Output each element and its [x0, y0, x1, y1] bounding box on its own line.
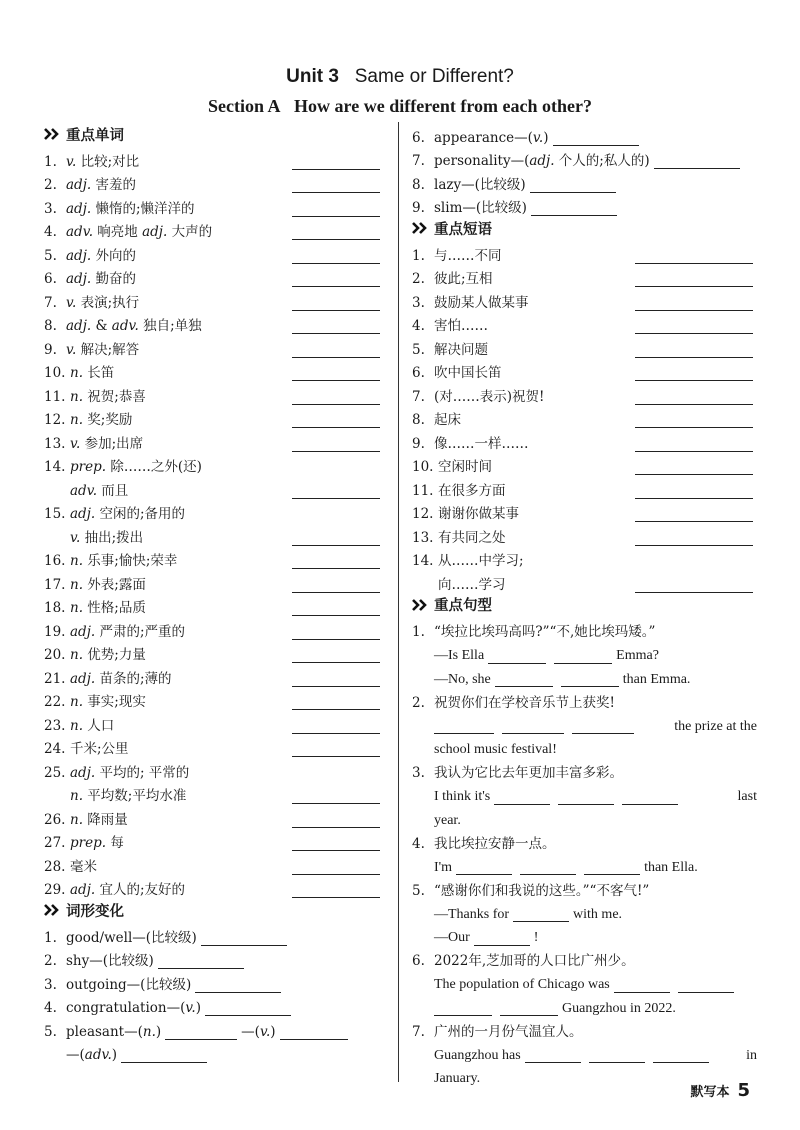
sentence-line: —No, she than Emma.: [434, 671, 691, 687]
item-number: 3.: [412, 294, 425, 311]
vocab-item: [44, 687, 384, 711]
item-text: n. 人口: [70, 717, 115, 734]
answer-blank[interactable]: [622, 790, 678, 805]
sentence-line: The population of Chicago was: [412, 969, 757, 993]
item-number: 10.: [44, 365, 66, 382]
item-text: adj. 外向的: [66, 247, 136, 264]
list-item: 4. congratulation—(v.): [44, 993, 384, 1017]
item-text: adj. 害羞的: [66, 177, 136, 194]
phrase-item: [412, 428, 757, 452]
vocab-item: [44, 546, 384, 570]
vocab-item: [44, 851, 384, 875]
section-name: How are we different from each other?: [294, 96, 592, 116]
answer-blank[interactable]: [201, 931, 287, 946]
item-number: 3.: [44, 200, 57, 217]
sentence-prompt: 5. “感谢你们和我说的这些。”“不客气!”: [412, 882, 650, 899]
answer-blank[interactable]: [292, 719, 380, 734]
column-divider: [398, 122, 399, 1082]
item-text: v. 解决;解答: [66, 341, 140, 358]
answer-blank[interactable]: [292, 883, 380, 898]
item-number: 27.: [44, 835, 66, 852]
double-chevron-icon: [412, 599, 434, 611]
item-text: v. 参加;出席: [70, 435, 144, 452]
sentence-line: Guangzhou in 2022.: [412, 993, 757, 1017]
answer-blank[interactable]: [292, 836, 380, 851]
answer-blank[interactable]: [195, 978, 281, 993]
answer-blank[interactable]: [678, 978, 734, 993]
list-item: 2. shy—(比较级): [44, 946, 384, 970]
item-number: 26.: [44, 811, 66, 828]
vocab-item: [44, 240, 384, 264]
item-text: 空闲时间: [438, 459, 492, 476]
vocab-item: [44, 663, 384, 687]
phrase-item: [412, 287, 757, 311]
answer-blank[interactable]: [635, 484, 753, 499]
item-text: n. 平均数;平均水准: [70, 788, 187, 805]
unit-label: Unit 3: [286, 66, 339, 87]
phrase-item: [412, 311, 757, 335]
item-text: 像……一样……: [434, 435, 529, 452]
item-text: adj. 懒惰的;懒洋洋的: [66, 200, 195, 217]
item-number: 12.: [412, 506, 434, 523]
sentence-line: year.: [434, 812, 461, 828]
answer-blank[interactable]: [488, 649, 546, 664]
item-number: 19.: [44, 623, 66, 640]
answer-blank[interactable]: [513, 907, 569, 922]
vocab-item-cont: [44, 522, 384, 546]
answer-blank[interactable]: [494, 790, 550, 805]
answer-blank[interactable]: [292, 672, 380, 687]
item-text: 在很多方面: [438, 482, 506, 499]
double-chevron-icon: [44, 904, 66, 916]
vocab-item: [44, 381, 384, 405]
answer-blank[interactable]: [635, 272, 753, 287]
answer-blank[interactable]: [635, 437, 753, 452]
item-number: 6.: [412, 365, 425, 382]
answer-blank[interactable]: [635, 366, 753, 381]
list-item: 9. slim—(比较级): [412, 193, 757, 217]
unit-name: Same or Different?: [354, 66, 514, 87]
vocab-item: [44, 499, 384, 523]
item-number: 21.: [44, 670, 66, 687]
answer-blank[interactable]: [495, 672, 553, 687]
answer-blank[interactable]: [292, 366, 380, 381]
answer-blank[interactable]: [205, 1001, 291, 1016]
phrase-item: [412, 334, 757, 358]
sentence-line: —Our !: [434, 930, 539, 946]
item-number: 17.: [44, 576, 66, 593]
sentence-prompt: 1. “埃拉比埃玛高吗?”“不,她比埃玛矮。”: [412, 624, 656, 641]
item-number: 9.: [44, 341, 57, 358]
vocab-item: [44, 569, 384, 593]
item-text: adj. 勤奋的: [66, 271, 136, 288]
sentence-prompt: 6. 2022年,芝加哥的人口比广州少。: [412, 953, 635, 970]
phrase-item: [412, 381, 757, 405]
answer-blank[interactable]: [554, 649, 612, 664]
answer-blank[interactable]: [292, 343, 380, 358]
answer-blank[interactable]: [558, 790, 614, 805]
answer-blank[interactable]: [292, 813, 380, 828]
item-number: 2.: [44, 177, 57, 194]
sentence-line: the prize at the: [412, 711, 757, 735]
vocab-item-cont: [44, 475, 384, 499]
item-number: 23.: [44, 717, 66, 734]
vocab-item: [44, 217, 384, 241]
item-number: 25.: [44, 764, 66, 781]
item-number: 11.: [44, 388, 66, 405]
list-item: 3. outgoing—(比较级): [44, 969, 384, 993]
answer-blank[interactable]: [635, 390, 753, 405]
answer-blank[interactable]: [292, 178, 380, 193]
item-number: 4.: [412, 318, 425, 335]
answer-blank[interactable]: [530, 178, 616, 193]
item-number: 16.: [44, 553, 66, 570]
phrase-list: [412, 240, 757, 593]
item-number: 13.: [412, 529, 434, 546]
sentence-line: —Is Ella Emma?: [434, 648, 659, 664]
item-number: 7.: [44, 294, 57, 311]
answer-blank[interactable]: [292, 601, 380, 616]
answer-blank[interactable]: [635, 296, 753, 311]
item-number: 10.: [412, 459, 434, 476]
answer-blank[interactable]: [654, 154, 740, 169]
item-number: 8.: [412, 412, 425, 429]
item-text: 从……中学习;: [438, 553, 524, 570]
footer-label: 默写本: [690, 1085, 730, 1100]
item-text: adv. 而且: [70, 482, 129, 499]
item-text: n. 祝贺;恭喜: [70, 388, 146, 405]
item-number: 2.: [412, 271, 425, 288]
vocab-item: [44, 334, 384, 358]
item-text: adj. 平均的; 平常的: [70, 764, 190, 781]
answer-blank[interactable]: [502, 719, 564, 734]
vocab-item: [44, 311, 384, 335]
vocab-item: [44, 616, 384, 640]
list-item: 1. good/well—(比较级): [44, 922, 384, 946]
answer-blank[interactable]: [292, 648, 380, 663]
item-text: n. 优势;力量: [70, 647, 146, 664]
vocab-heading: 重点单词: [44, 122, 384, 146]
vocab-item: [44, 875, 384, 899]
sentences-heading: 重点句型: [412, 593, 757, 617]
item-number: 11.: [412, 482, 434, 499]
answer-blank[interactable]: [165, 1025, 237, 1040]
item-text: 与……不同: [434, 247, 502, 264]
answer-blank[interactable]: [584, 860, 640, 875]
item-text: 毫米: [70, 858, 97, 875]
answer-blank[interactable]: [525, 1048, 581, 1063]
sentence-line: I'm than Ella.: [434, 859, 698, 875]
answer-blank[interactable]: [292, 225, 380, 240]
item-text: adj. 苗条的;薄的: [70, 670, 172, 687]
item-text: 彼此;互相: [434, 271, 493, 288]
phrase-item-cont: [412, 569, 757, 593]
page-footer: [690, 1080, 750, 1101]
item-text: v. 抽出;拨出: [70, 529, 144, 546]
vocab-item: [44, 640, 384, 664]
answer-blank[interactable]: [292, 554, 380, 569]
list-item: —(adv.): [44, 1040, 384, 1064]
item-text: n. 事实;现实: [70, 694, 146, 711]
item-number: 14.: [412, 553, 434, 570]
list-item: 6. appearance—(v.): [412, 122, 757, 146]
answer-blank[interactable]: [456, 860, 512, 875]
phrase-item: [412, 546, 757, 570]
sentence-prompt: 2. 祝贺你们在学校音乐节上获奖!: [412, 694, 615, 711]
answer-blank[interactable]: [653, 1048, 709, 1063]
vocab-item: [44, 828, 384, 852]
answer-blank[interactable]: [635, 319, 753, 334]
item-number: 15.: [44, 506, 66, 523]
item-number: 5.: [412, 341, 425, 358]
vocab-list: [44, 146, 384, 898]
item-text: adv. 响亮地 adj. 大声的: [66, 224, 213, 241]
answer-blank[interactable]: [531, 201, 617, 216]
phrase-item: [412, 452, 757, 476]
item-text: adj. 严肃的;严重的: [70, 623, 186, 640]
forms-heading: 词形变化: [44, 898, 384, 922]
item-text: adj. 空闲的;备用的: [70, 506, 186, 523]
section-label: Section A: [208, 96, 281, 116]
vocab-item: [44, 287, 384, 311]
item-text: 谢谢你做某事: [438, 506, 519, 523]
item-number: 8.: [44, 318, 57, 335]
item-text: 千米;公里: [70, 741, 129, 758]
item-number: 22.: [44, 694, 66, 711]
item-text: n. 奖;奖励: [70, 412, 133, 429]
answer-blank[interactable]: [292, 625, 380, 640]
vocab-item: [44, 264, 384, 288]
answer-blank[interactable]: [635, 413, 753, 428]
sentence-line: Guangzhou has in: [434, 1047, 757, 1063]
vocab-item: [44, 170, 384, 194]
vocab-item: [44, 452, 384, 476]
item-number: 14.: [44, 459, 66, 476]
item-number: 29.: [44, 882, 66, 899]
left-column: [44, 122, 384, 1063]
vocab-item: [44, 757, 384, 781]
item-number: 18.: [44, 600, 66, 617]
item-text: v. 比较;对比: [66, 153, 140, 170]
answer-blank[interactable]: [572, 719, 634, 734]
answer-blank[interactable]: [553, 131, 639, 146]
list-item: 8. lazy—(比较级): [412, 169, 757, 193]
answer-blank[interactable]: [434, 1001, 492, 1016]
vocab-item: [44, 405, 384, 429]
answer-blank[interactable]: [520, 860, 576, 875]
list-item: 5. pleasant—(n.) —(v.): [44, 1016, 384, 1040]
answer-blank[interactable]: [589, 1048, 645, 1063]
page-number: 5: [737, 1080, 750, 1101]
answer-blank[interactable]: [292, 789, 380, 804]
item-number: 28.: [44, 858, 66, 875]
phrase-item: [412, 522, 757, 546]
sentence-line: January.: [434, 1071, 481, 1087]
item-number: 13.: [44, 435, 66, 452]
item-number: 12.: [44, 412, 66, 429]
answer-blank[interactable]: [292, 578, 380, 593]
item-text: adj. 宜人的;友好的: [70, 882, 186, 899]
vocab-item: [44, 734, 384, 758]
answer-blank[interactable]: [121, 1048, 207, 1063]
answer-blank[interactable]: [561, 672, 619, 687]
item-text: prep. 每: [70, 835, 124, 852]
unit-title: [0, 66, 800, 88]
phrase-item: [412, 240, 757, 264]
answer-blank[interactable]: [614, 978, 670, 993]
item-number: 5.: [44, 247, 57, 264]
answer-blank[interactable]: [292, 695, 380, 710]
item-text: (对……表示)祝贺!: [434, 388, 545, 405]
vocab-item: [44, 428, 384, 452]
answer-blank[interactable]: [434, 719, 494, 734]
item-text: 吹中国长笛: [434, 365, 502, 382]
sentence-line: I think it's last: [434, 789, 757, 805]
item-text: v. 表演;执行: [66, 294, 140, 311]
answer-blank[interactable]: [635, 578, 753, 593]
sentence-prompt: 3. 我认为它比去年更加丰富多彩。: [412, 765, 623, 782]
phrase-item: [412, 264, 757, 288]
item-text: adj. & adv. 独自;单独: [66, 318, 202, 335]
vocab-item: [44, 193, 384, 217]
vocab-item: [44, 358, 384, 382]
item-number: 20.: [44, 647, 66, 664]
list-item: 7. personality—(adj. 个人的;私人的): [412, 146, 757, 170]
sentence-prompt: 7. 广州的一月份气温宜人。: [412, 1023, 583, 1040]
item-text: n. 外表;露面: [70, 576, 146, 593]
item-text: n. 乐事;愉快;荣幸: [70, 553, 178, 570]
answer-blank[interactable]: [292, 531, 380, 546]
section-title: [0, 96, 800, 117]
item-text: 鼓励某人做某事: [434, 294, 529, 311]
answer-blank[interactable]: [292, 413, 380, 428]
double-chevron-icon: [44, 128, 66, 140]
answer-blank[interactable]: [635, 507, 753, 522]
sentence-line: school music festival!: [434, 742, 557, 758]
answer-blank[interactable]: [474, 931, 530, 946]
item-text: 起床: [434, 412, 461, 429]
phrase-item: [412, 405, 757, 429]
item-text: 向……学习: [438, 576, 506, 593]
phrase-item: [412, 499, 757, 523]
answer-blank[interactable]: [292, 860, 380, 875]
answer-blank[interactable]: [292, 484, 380, 499]
answer-blank[interactable]: [292, 272, 380, 287]
answer-blank[interactable]: [635, 249, 753, 264]
phrase-item: [412, 475, 757, 499]
sentence-prompt: 4. 我比埃拉安静一点。: [412, 835, 556, 852]
answer-blank[interactable]: [635, 531, 753, 546]
phrase-item: [412, 358, 757, 382]
answer-blank[interactable]: [280, 1025, 348, 1040]
phrases-heading: 重点短语: [412, 216, 757, 240]
answer-blank[interactable]: [292, 742, 380, 757]
item-text: 有共同之处: [438, 529, 506, 546]
answer-blank[interactable]: [635, 460, 753, 475]
answer-blank[interactable]: [292, 155, 380, 170]
answer-blank[interactable]: [292, 319, 380, 334]
sentence-line: —Thanks for with me.: [434, 906, 623, 922]
vocab-item: [44, 593, 384, 617]
answer-blank[interactable]: [292, 202, 380, 217]
vocab-item-cont: [44, 781, 384, 805]
item-text: n. 长笛: [70, 365, 115, 382]
item-number: 9.: [412, 435, 425, 452]
item-number: 6.: [44, 271, 57, 288]
item-number: 1.: [412, 247, 425, 264]
answer-blank[interactable]: [500, 1001, 558, 1016]
vocab-item: [44, 710, 384, 734]
item-number: 1.: [44, 153, 57, 170]
item-number: 4.: [44, 224, 57, 241]
right-column: [412, 122, 757, 1087]
answer-blank[interactable]: [292, 390, 380, 405]
answer-blank[interactable]: [292, 249, 380, 264]
answer-blank[interactable]: [158, 954, 244, 969]
item-text: n. 性格;品质: [70, 600, 146, 617]
item-text: n. 降雨量: [70, 811, 128, 828]
item-text: 害怕……: [434, 318, 488, 335]
vocab-item: [44, 146, 384, 170]
item-text: prep. 除……之外(还): [70, 459, 202, 476]
item-number: 24.: [44, 741, 66, 758]
double-chevron-icon: [412, 222, 434, 234]
answer-blank[interactable]: [292, 437, 380, 452]
answer-blank[interactable]: [292, 296, 380, 311]
item-number: 7.: [412, 388, 425, 405]
vocab-item: [44, 804, 384, 828]
answer-blank[interactable]: [635, 343, 753, 358]
item-text: 解决问题: [434, 341, 488, 358]
